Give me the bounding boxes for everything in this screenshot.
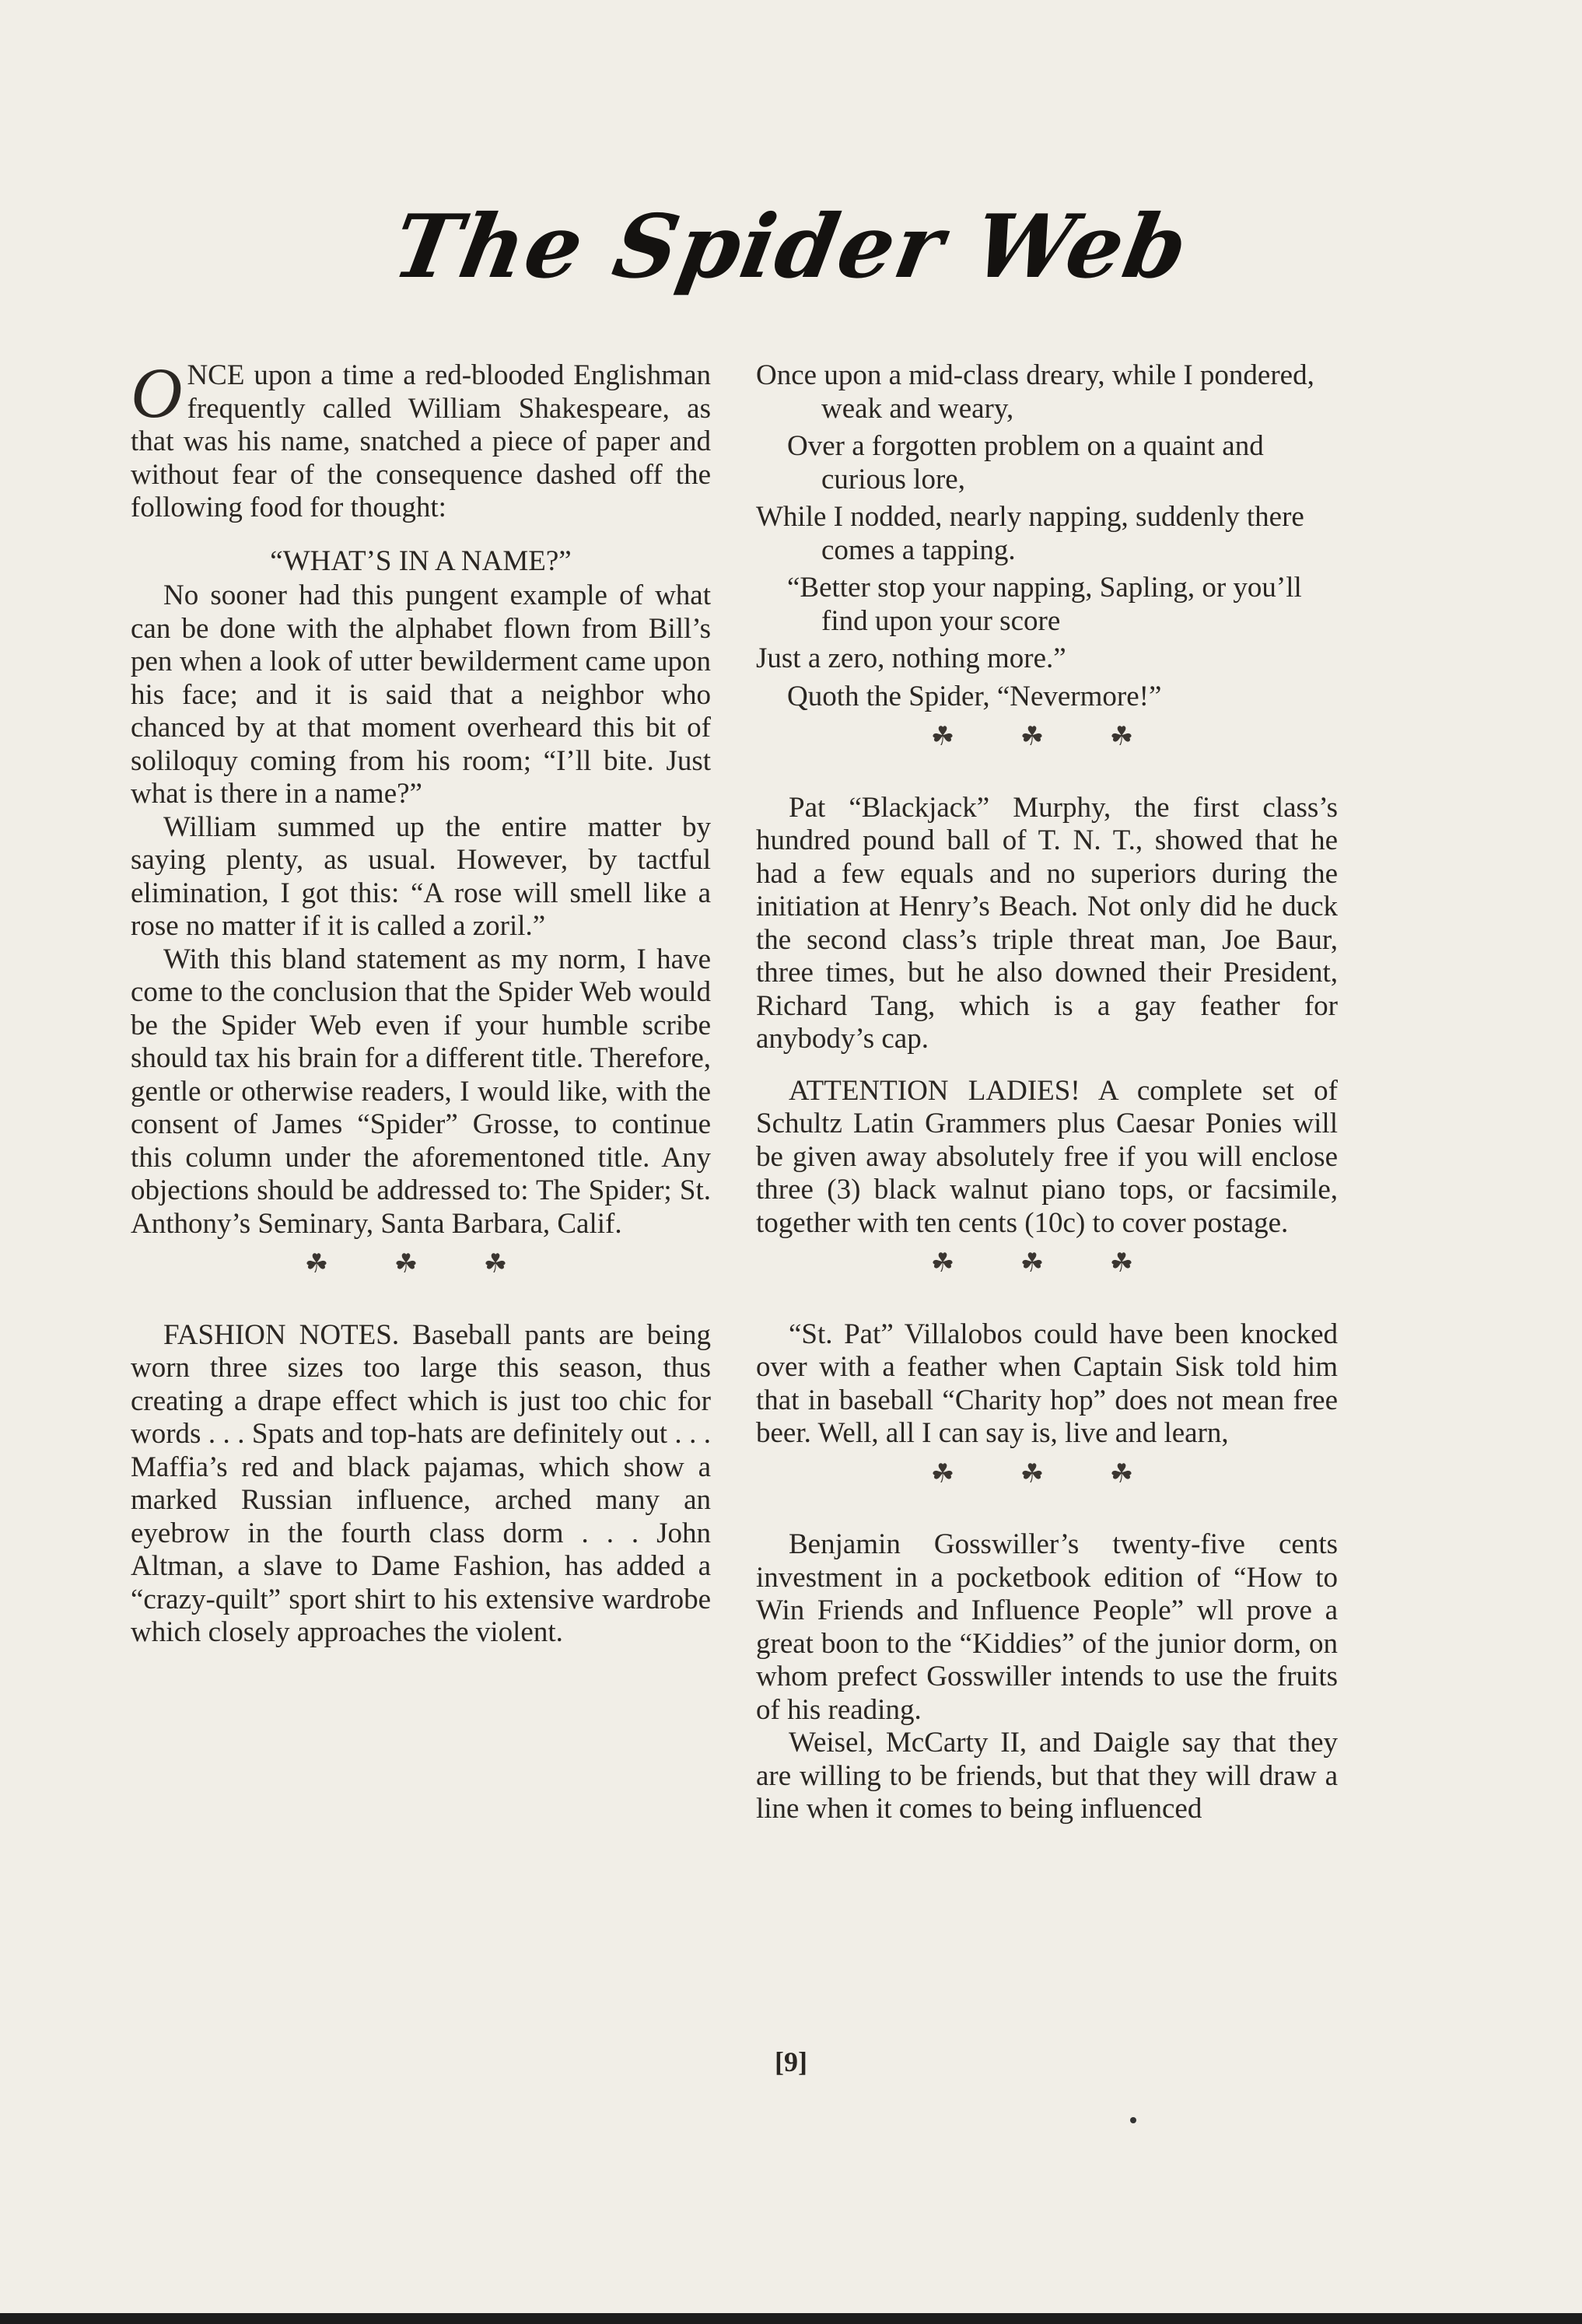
ink-speck (1130, 2117, 1136, 2123)
paragraph-murphy: Pat “Blackjack” Murphy, the first class’s hundred pound ball of T. N. T., showed that he had a few equals and no superiors during the initiation at Henry’s Beach. Not only did he duck the second class’s triple threat man, Joe Baur, three times, but he also downed their President, Richard Tang, which is a gay feather for anybody’s cap. (756, 791, 1338, 1055)
paragraph-villalobos: “St. Pat” Villalobos could have been knocked over with a feather when Captain Sisk told him that in baseball “Charity hop” does not mean free beer. Well, all I can say is, live and learn, (756, 1318, 1338, 1449)
poem-line: While I nodded, nearly napping, suddenly there comes a tapping. (756, 501, 1304, 566)
section-ornament: ☘ ☘ ☘ (930, 723, 1164, 751)
section-ornament: ☘ ☘ ☘ (930, 1459, 1164, 1489)
paragraph-bill-pen: No sooner had this pungent example of what can be done with the alphabet flown from Bill’s pen when a look of utter bewilderment came upon his face; and it is said that a neighbor who chanced by at that moment overheard this bit of soliloquy coming from his room; “I’ll bite. Just what is there in a name?” (131, 579, 711, 810)
intro-text: NCE upon a time a red-blooded Englishman frequently called William Shakespeare, as that was his name, snatched a piece of paper and without fear of the consequence dashed off the following food for thought: (131, 359, 711, 523)
paragraph-weisel: Weisel, McCarty II, and Daigle say that they are willing to be friends, but that they will draw a line when it comes to being influenced (756, 1727, 1338, 1825)
page-number: [9] (775, 2046, 807, 2077)
paragraph-bland-statement: With this bland statement as my norm, I have come to the conclusion that the Spider Web would be the Spider Web even if your humble scribe should tax his brain for a different title. Therefore, gentle or otherwise readers, I would like, with the consent of James “Spider” Grosse, to continue this column under the aforementoned title. Any objections should be addressed to: The Spider; St. Anthony’s Seminary, Santa Barbara, Calif. (131, 943, 711, 1240)
poem-line: Quoth the Spider, “Nevermore!” (787, 680, 1162, 712)
poem-line: Over a forgotten problem on a quaint and curious lore, (787, 430, 1264, 495)
page-edge (0, 2313, 1582, 2324)
paragraph-william-summed: William summed up the entire matter by saying plenty, as usual. However, by tactful elimination, I got this: “A rose will smell like a rose no matter if it is called a zoril.” (131, 810, 711, 942)
drop-cap: O (131, 353, 183, 432)
paragraph-fashion-notes: FASHION NOTES. Baseball pants are being worn three sizes too large this season, thus creating a drape effect which is just too chic for words . . . Spats and top-hats are definitely out . . . Maffia’s red and black pajamas, which show a marked Russian influence, arched many an eyebrow in the fourth class dorm . . . John Altman, a slave to Dame Fashion, has added a “crazy-quilt” sport shirt to his extensive wardrobe which closely approaches the violent. (131, 1318, 711, 1648)
section-ornament: ☘ ☘ ☘ (930, 1249, 1164, 1278)
poem-line: Just a zero, nothing more.” (756, 642, 1066, 674)
page-title: The Spider Web (386, 196, 1196, 298)
intro-paragraph (131, 353, 711, 525)
section-ornament: ☘ ☘ ☘ (304, 1250, 537, 1279)
poem (756, 359, 1338, 713)
poem-line: Once upon a mid-class dreary, while I pondered, weak and weary, (756, 359, 1314, 425)
right-column (756, 359, 1338, 1826)
quote-heading: “WHAT’S IN A NAME?” (270, 544, 572, 577)
paragraph-attention-ladies: ATTENTION LADIES! A complete set of Schultz Latin Grammers plus Caesar Ponies will be given away absolutely free if you will enclose three (3) black walnut piano tops, or facsimile, together with ten cents (10c) to cover postage. (756, 1074, 1338, 1239)
paragraph-gosswiller: Benjamin Gosswiller’s twenty-five cents investment in a pocketbook edition of “How to Win Friends and Influence People” wll prove a great boon to the “Kiddies” of the junior dorm, on whom prefect Gosswiller intends to use the fruits of his reading. (756, 1528, 1338, 1726)
poem-line: “Better stop your napping, Sapling, or you’ll find upon your score (787, 572, 1302, 637)
left-column (131, 353, 711, 1650)
